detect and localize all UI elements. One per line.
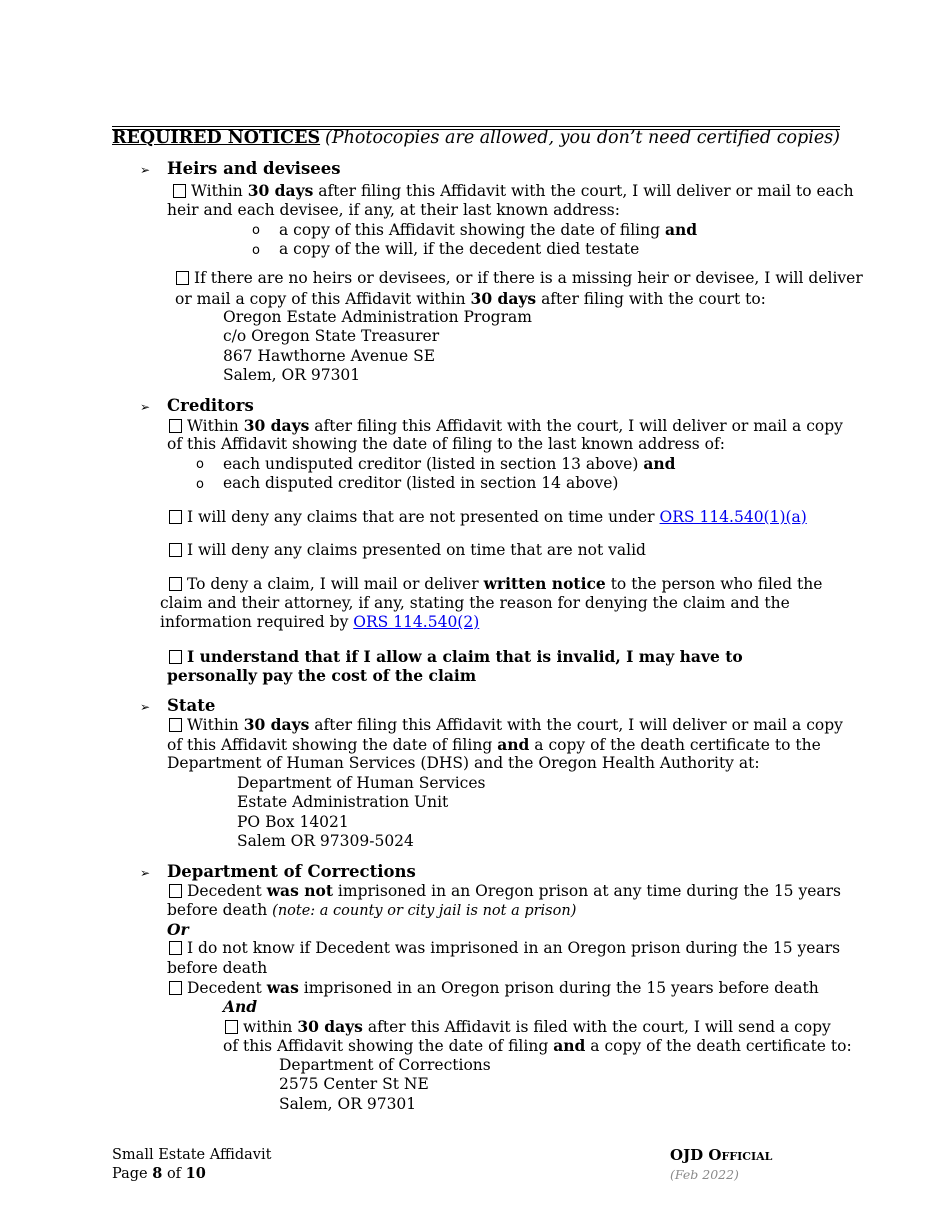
deny-notice-checkbox[interactable]	[169, 577, 182, 591]
not-imprisoned-checkbox[interactable]	[169, 884, 182, 898]
heirs-address-line: c/o Oregon State Treasurer	[223, 327, 440, 345]
state-address-line: Estate Administration Unit	[237, 793, 449, 811]
arrow-bullet-icon: ➢	[140, 400, 151, 414]
creditors-cb1-line1: Within 30 days after filing this Affidavit with the court, I will deliver or mail a copy	[169, 416, 843, 437]
state-cb1-line2: of this Affidavit showing the date of filing and a copy of the death certificate to the	[167, 735, 821, 754]
creditors-bullet-1: each undisputed creditor (listed in section 13 above) and	[223, 454, 676, 473]
heirs-cb1-line1: Within 30 days after filing this Affidavit with the court, I will deliver or mail to each	[173, 181, 854, 202]
heirs-address-line: Salem, OR 97301	[223, 366, 361, 384]
header-rule-top	[112, 126, 840, 127]
heirs-cb2-line2: or mail a copy of this Affidavit within 30 days after filing with the court to:	[175, 289, 766, 308]
footer-date: (Feb 2022)	[670, 1167, 739, 1182]
send-to-corrections-checkbox[interactable]	[225, 1020, 238, 1034]
creditors-cb2: I will deny any claims that are not presented on time under ORS 114.540(1)(a)	[169, 508, 807, 528]
creditors-cb4-line3: information required by ORS 114.540(2)	[160, 613, 480, 631]
footer-form-name: Small Estate Affidavit	[112, 1147, 272, 1163]
section-header	[112, 129, 840, 149]
corrections-cb4-line2: of this Affidavit showing the date of filing and a copy of the death certificate to:	[223, 1036, 852, 1055]
arrow-bullet-icon: ➢	[140, 700, 151, 714]
heirs-deliver-checkbox[interactable]	[173, 184, 186, 198]
circle-bullet-icon: o	[252, 243, 260, 258]
unknown-imprisonment-checkbox[interactable]	[169, 941, 182, 955]
corrections-cb4-line1: within 30 days after this Affidavit is filed with the court, I will send a copy	[225, 1017, 831, 1038]
creditors-deliver-checkbox[interactable]	[169, 419, 182, 433]
state-address-line: Salem OR 97309-5024	[237, 832, 414, 850]
arrow-bullet-icon: ➢	[140, 866, 151, 880]
section-title-note: (Photocopies are allowed, you don’t need certified copies)	[325, 128, 840, 148]
corrections-cb2-line1: I do not know if Decedent was imprisoned in an Oregon prison during the 15 years	[169, 939, 840, 959]
heirs-bullet-1: a copy of this Affidavit showing the date of filing and	[279, 220, 698, 239]
and-label: And	[223, 997, 258, 1016]
was-imprisoned-checkbox[interactable]	[169, 981, 182, 995]
heirs-address-line: 867 Hawthorne Avenue SE	[223, 347, 436, 365]
heading-creditors: Creditors	[167, 396, 254, 415]
heading-state: State	[167, 696, 216, 715]
creditors-bullet-2: each disputed creditor (listed in section 14 above)	[223, 474, 619, 492]
corrections-cb2-line2: before death	[167, 959, 268, 977]
understand-invalid-claim-checkbox[interactable]	[169, 650, 182, 664]
state-deliver-checkbox[interactable]	[169, 718, 182, 732]
footer-page-number: Page 8 of 10	[112, 1165, 206, 1182]
circle-bullet-icon: o	[196, 477, 204, 492]
creditors-cb3: I will deny any claims presented on time that are not valid	[169, 541, 646, 561]
deny-late-claims-checkbox[interactable]	[169, 510, 182, 524]
heading-corrections: Department of Corrections	[167, 862, 416, 881]
footer-ojd-official: OJD Official	[670, 1146, 773, 1164]
creditors-cb1-line2: of this Affidavit showing the date of filing to the last known address of:	[167, 435, 725, 453]
creditors-cb4-line1: To deny a claim, I will mail or deliver written notice to the person who filed the	[169, 574, 822, 595]
state-cb1-line3: Department of Human Services (DHS) and the Oregon Health Authority at:	[167, 754, 760, 772]
state-address-line: Department of Human Services	[237, 774, 486, 792]
heirs-cb1-line2: heir and each devisee, if any, at their last known address:	[167, 201, 620, 219]
deny-invalid-claims-checkbox[interactable]	[169, 543, 182, 557]
corrections-cb3: Decedent was imprisoned in an Oregon prison during the 15 years before death	[169, 978, 819, 999]
creditors-cb5-line2: personally pay the cost of the claim	[167, 666, 477, 685]
corrections-cb1-line2: before death (note: a county or city jail is not a prison)	[167, 901, 577, 919]
creditors-cb5-line1: I understand that if I allow a claim that is invalid, I may have to	[169, 647, 743, 668]
corrections-address-line: Department of Corrections	[279, 1056, 491, 1074]
circle-bullet-icon: o	[196, 457, 204, 472]
heirs-address-line: Oregon Estate Administration Program	[223, 308, 532, 326]
or-label: Or	[167, 920, 189, 939]
state-cb1-line1: Within 30 days after filing this Affidavit with the court, I will deliver or mail a copy	[169, 715, 843, 736]
arrow-bullet-icon: ➢	[140, 163, 151, 177]
heading-heirs: Heirs and devisees	[167, 159, 341, 178]
corrections-address-line: 2575 Center St NE	[279, 1075, 429, 1093]
ors-114-540-2-link[interactable]: ORS 114.540(2)	[353, 613, 480, 631]
section-title: REQUIRED NOTICES	[112, 128, 321, 148]
heirs-missing-checkbox[interactable]	[176, 271, 189, 285]
corrections-address-line: Salem, OR 97301	[279, 1095, 417, 1113]
circle-bullet-icon: o	[252, 223, 260, 238]
corrections-cb1-line1: Decedent was not imprisoned in an Oregon prison at any time during the 15 years	[169, 881, 841, 902]
heirs-bullet-2: a copy of the will, if the decedent died testate	[279, 240, 640, 258]
state-address-line: PO Box 14021	[237, 813, 349, 831]
creditors-cb4-line2: claim and their attorney, if any, stating the reason for denying the claim and the	[160, 594, 790, 612]
jail-note: (note: a county or city jail is not a prison)	[272, 903, 577, 919]
ors-114-540-1a-link[interactable]: ORS 114.540(1)(a)	[659, 508, 807, 526]
heirs-cb2-line1: If there are no heirs or devisees, or if there is a missing heir or devisee, I will deliver	[176, 269, 863, 289]
